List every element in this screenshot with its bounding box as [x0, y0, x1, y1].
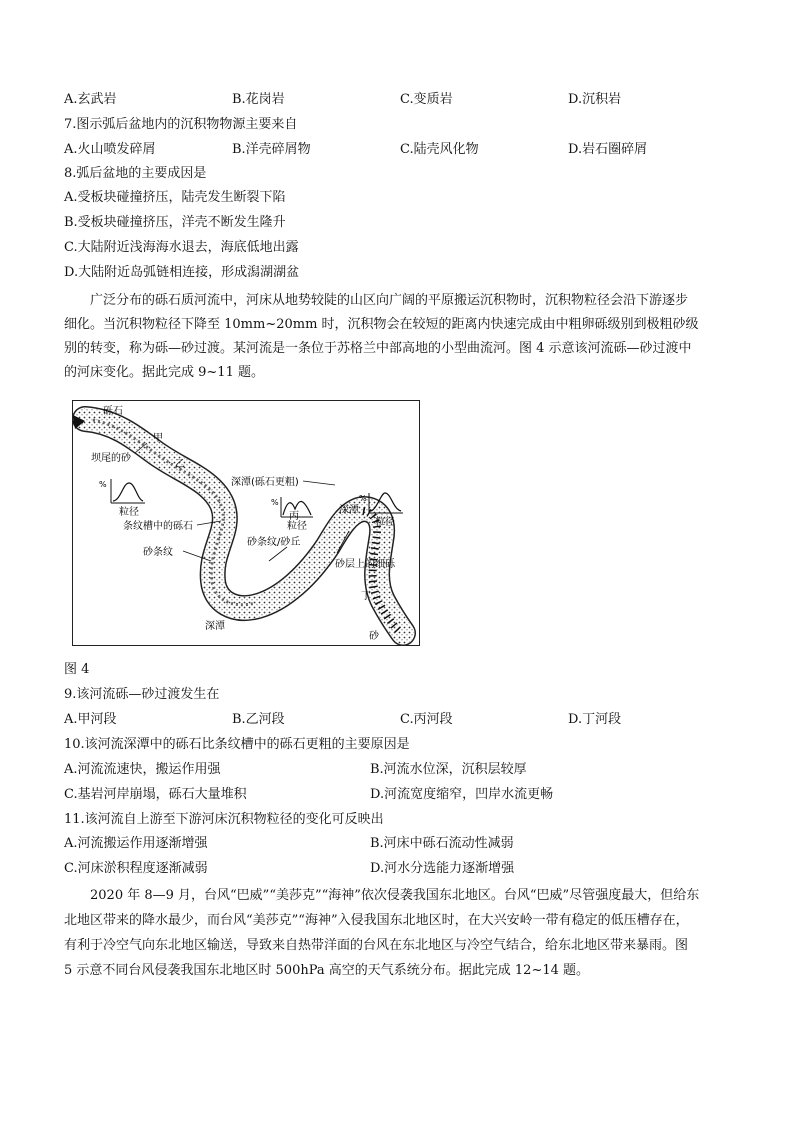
label-sand: 砂 — [369, 631, 379, 642]
label-percent-2: % — [271, 498, 279, 507]
q10-stem: 10.该河流深潭中的砾石比条纹槽中的砾石更粗的主要原因是 — [64, 737, 410, 752]
q8-option-c: C.大陆附近浅海海水退去，海底低地出露 — [64, 240, 299, 255]
passage1-line-2: 细化。当沉积物粒径下降至 10mm~20mm 时，沉积物会在较短的距离内快速完成由中粗卵砾级别到极粗砂级 — [64, 317, 699, 332]
q10-option-b: B.河流水位深，沉积层较厚 — [370, 762, 527, 777]
q6-option-b: B.花岗岩 — [232, 92, 285, 107]
passage1-line-3: 别的转变，称为砾—砂过渡。某河流是一条位于苏格兰中部高地的小型曲流河。图 4 示意该河流砾—砂过渡中 — [64, 341, 692, 356]
q8-option-b: B.受板块碰撞挤压，洋壳不断发生隆升 — [64, 215, 286, 230]
q6-option-a: A.玄武岩 — [64, 92, 117, 107]
q9-option-b: B.乙河段 — [232, 712, 285, 727]
figure-caption: 图 4 — [64, 662, 90, 677]
q9-stem: 9.该河流砾—砂过渡发生在 — [64, 687, 220, 702]
label-ding: 丁 — [361, 591, 371, 602]
label-dam-tail-sand: 坝尾的砂 — [91, 453, 131, 464]
q6-option-c: C.变质岩 — [400, 92, 453, 107]
q9-option-d: D.丁河段 — [568, 712, 622, 727]
label-striation-gravel: 条纹槽中的砾石 — [123, 521, 193, 532]
q9-option-c: C.丙河段 — [400, 712, 453, 727]
label-bing: 丙 — [289, 511, 299, 522]
label-fine-gravel-on-sand: 砂层上的细砾 — [335, 559, 395, 570]
q11-option-b: B.河床中砾石流动性减弱 — [370, 836, 514, 851]
q8-option-a: A.受板块碰撞挤压，陆壳发生断裂下陷 — [64, 190, 286, 205]
label-sand-stripes-dunes: 砂条纹/砂丘 — [247, 537, 301, 548]
q11-option-c: C.河床淤积程度逐渐减弱 — [64, 861, 208, 876]
q7-option-a: A.火山喷发碎屑 — [64, 142, 156, 157]
q9-option-a: A.甲河段 — [64, 712, 117, 727]
label-jia: 甲 — [153, 433, 163, 444]
figure-4-frame — [72, 400, 420, 646]
label-deep-pool-bottom: 深潭 — [205, 621, 225, 632]
q10-option-a: A.河流流速快，搬运作用强 — [64, 762, 221, 777]
passage2-line-4: 5 示意不同台风侵袭我国东北地区时 500hPa 高空的天气系统分布。据此完成 12~14 题。 — [64, 963, 590, 978]
passage1-line-4: 的河床变化。据此完成 9~11 题。 — [64, 365, 264, 380]
q7-stem: 7.图示弧后盆地内的沉积物物源主要来自 — [64, 117, 298, 132]
river-diagram — [73, 401, 419, 645]
passage1-line-1: 广泛分布的砾石质河流中，河床从地势较陡的山区向广阔的平原搬运沉积物时，沉积物粒径会沿下游逐步 — [90, 293, 689, 308]
q10-option-c: C.基岩河岸崩塌，砾石大量堆积 — [64, 787, 247, 802]
q11-stem: 11.该河流自上游至下游河床沉积物粒径的变化可反映出 — [64, 812, 384, 827]
passage2-line-2: 北地区带来的降水最少，而台风“美莎克”“海神”入侵我国东北地区时，在大兴安岭一带有稳定的低压槽存在， — [64, 913, 689, 928]
passage2-line-1: 2020 年 8—9 月，台风“巴威”“美莎克”“海神”依次侵袭我国东北地区。台风“巴威”尽管强度最大，但给东 — [90, 888, 700, 903]
q8-stem: 8.弧后盆地的主要成因是 — [64, 166, 207, 181]
label-percent-1: % — [99, 480, 107, 489]
label-grain-size-2: 粒径 — [287, 521, 307, 532]
label-grain-size-3: 粒径 — [375, 517, 395, 528]
label-gravel: 砾石 — [103, 406, 123, 417]
grain-size-chart-1 — [111, 479, 145, 503]
q6-option-d: D.沉积岩 — [568, 92, 622, 107]
q7-option-d: D.岩石圈碎屑 — [568, 142, 648, 157]
label-grain-size-1: 粒径 — [119, 507, 139, 518]
label-yi: 乙 — [175, 459, 185, 470]
label-deep-pool-right: 深潭 — [339, 505, 359, 516]
q10-option-d: D.河流宽度缩窄，凹岸水流更畅 — [370, 787, 554, 802]
passage2-line-3: 有利于冷空气向东北地区输送，导致来自热带洋面的台风在东北地区与冷空气结合，给东北地区带来暴雨。图 — [64, 938, 689, 953]
q11-option-d: D.河水分选能力逐渐增强 — [370, 861, 515, 876]
label-deep-pool-coarse: 深潭(砾石更粗) — [231, 477, 299, 488]
q11-option-a: A.河流搬运作用逐渐增强 — [64, 836, 208, 851]
label-percent-3: % — [359, 494, 367, 503]
q8-option-d: D.大陆附近岛弧链相连接，形成潟湖湖盆 — [64, 265, 300, 280]
q7-option-b: B.洋壳碎屑物 — [232, 142, 311, 157]
label-sand-stripes: 砂条纹 — [143, 547, 173, 558]
q7-option-c: C.陆壳风化物 — [400, 142, 479, 157]
